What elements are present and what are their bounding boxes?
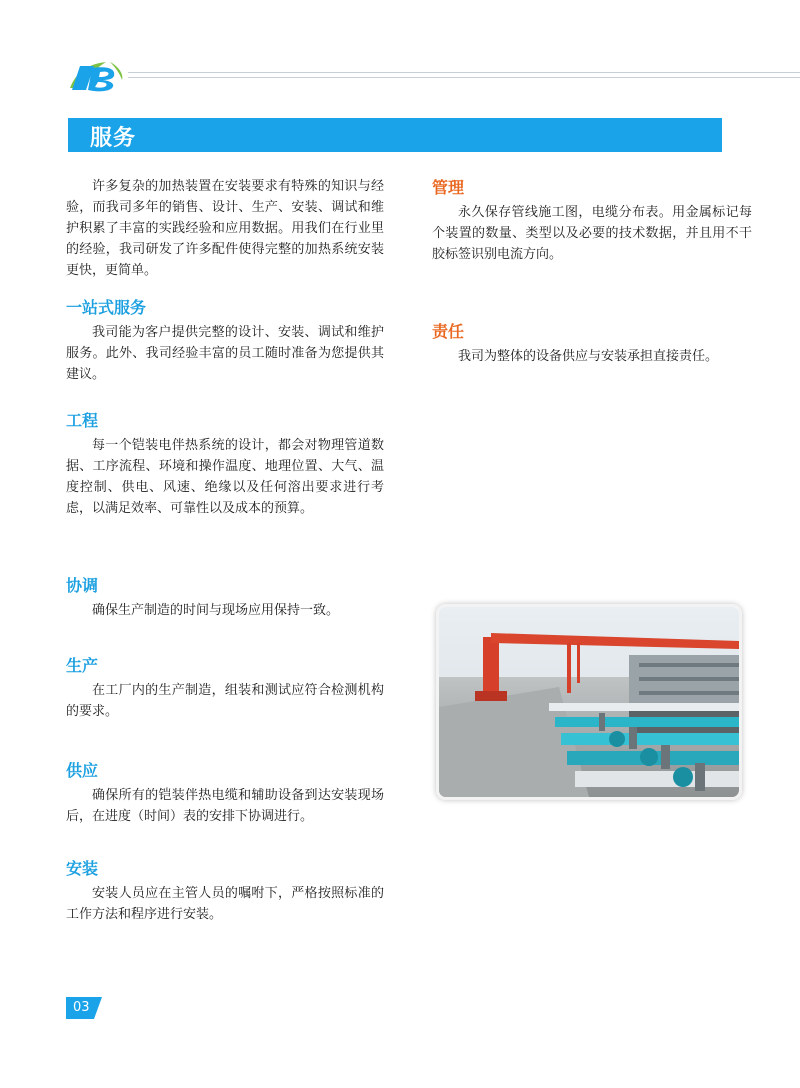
page-number-badge xyxy=(66,997,102,1019)
section-production xyxy=(66,656,384,722)
section-heading: 生产 xyxy=(66,656,99,675)
section-supply xyxy=(66,761,384,827)
section-heading: 一站式服务 xyxy=(66,298,147,317)
pipeline-photo xyxy=(436,604,742,800)
section-text: 永久保存管线施工图，电缆分布表。用金属标记每个装置的数量、类型以及必要的技术数据，并且用不干胶标签识别电流方向。 xyxy=(432,205,752,262)
brand-logo-icon xyxy=(66,58,128,94)
header-rule xyxy=(128,72,800,73)
section-text: 确保生产制造的时间与现场应用保持一致。 xyxy=(92,603,340,618)
pipeline-illustration xyxy=(439,607,739,797)
page-title: 服务 xyxy=(90,126,137,151)
section-heading: 供应 xyxy=(66,761,99,780)
section-heading: 管理 xyxy=(432,178,465,197)
section-text: 安装人员应在主管人员的嘱咐下，严格按照标准的工作方法和程序进行安装。 xyxy=(66,886,384,922)
section-installation xyxy=(66,859,384,925)
intro-paragraph: 许多复杂的加热装置在安装要求有特殊的知识与经验，而我司多年的销售、设计、生产、安装、调试和维护积累了丰富的实践经验和应用数据。用我们在行业里的经验，我司研发了许多配件使得完整的加热系统安装更快，更简单。 xyxy=(66,179,384,278)
section-heading: 工程 xyxy=(66,411,99,430)
section-heading: 安装 xyxy=(66,859,99,878)
section-title-bar xyxy=(68,118,722,152)
page-number: 03 xyxy=(73,1000,90,1015)
section-coordination xyxy=(66,576,384,621)
section-heading: 责任 xyxy=(432,322,465,341)
section-text: 我司能为客户提供完整的设计、安装、调试和维护服务。此外、我司经验丰富的员工随时准备为您提供其建议。 xyxy=(66,325,384,382)
section-heading: 协调 xyxy=(66,576,99,595)
section-management xyxy=(432,178,752,265)
section-engineering xyxy=(66,411,384,519)
intro-block xyxy=(66,176,384,281)
section-one-stop xyxy=(66,298,384,385)
section-text: 确保所有的铠装伴热电缆和辅助设备到达安装现场后，在进度（时间）表的安排下协调进行。 xyxy=(66,788,384,824)
section-text: 每一个铠装电伴热系统的设计，都会对物理管道数据、工序流程、环境和操作温度、地理位置、大气、温度控制、供电、风速、绝缘以及任何溶出要求进行考虑，以满足效率、可靠性以及成本的预算。 xyxy=(66,438,384,516)
header-rule xyxy=(128,77,800,78)
section-text: 我司为整体的设备供应与安装承担直接责任。 xyxy=(458,349,719,364)
section-responsibility xyxy=(432,322,752,367)
section-text: 在工厂内的生产制造，组装和测试应符合检测机构的要求。 xyxy=(66,683,384,719)
